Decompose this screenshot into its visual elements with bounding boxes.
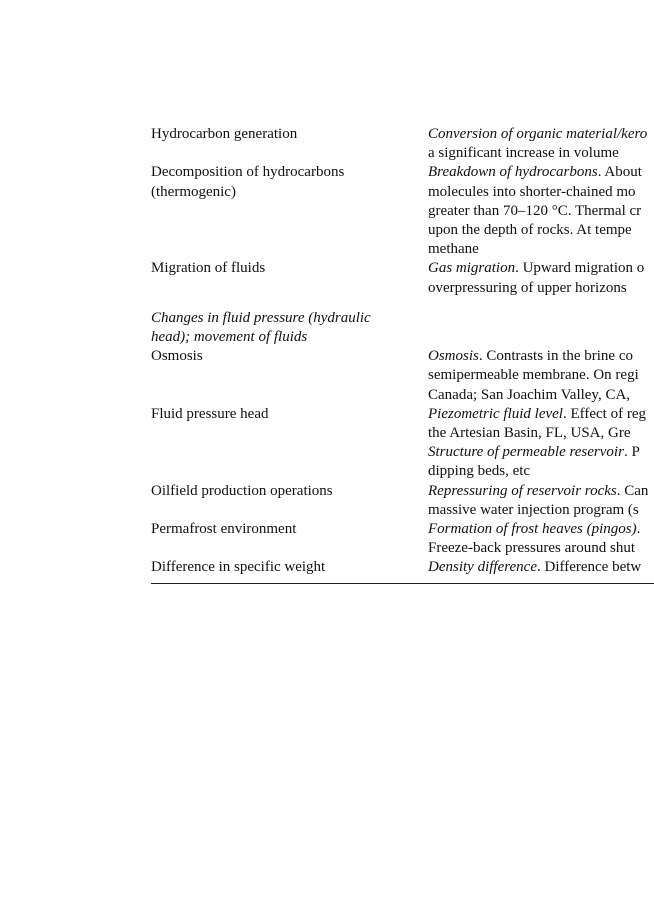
description-line [428,558,654,577]
description-italic: Formation of frost heaves (pingos) [428,521,637,538]
description-text: dipping beds, etc [428,463,531,480]
description-italic: Density difference [428,559,537,576]
description-italic: Conversion of organic material/kero [428,126,648,142]
description-line [428,443,654,462]
description-line [428,163,654,182]
description-italic: Breakdown of hydrocarbons [428,164,598,181]
description-line [428,125,654,144]
row-label [151,347,428,366]
description-text: Canada; San Joachim Valley, CA, [428,386,631,403]
section-heading [151,309,654,347]
description-text: greater than 70–120 °C. Thermal cr [428,202,642,219]
description-text: . P [623,444,640,461]
description-text: . Contrasts in the brine co [478,348,633,365]
description-text: Freeze-back pressures around shut [428,540,636,557]
description-line [428,202,654,221]
row-label-line: Hydrocarbon generation [151,126,298,142]
description-line [428,366,654,385]
row-description [428,259,654,297]
description-line [428,501,654,520]
description-text: . Can [616,482,649,499]
table-row [151,520,654,558]
table-row [151,259,654,297]
row-label-line: Difference in specific weight [151,559,326,576]
row-label [151,259,428,278]
description-text: . Difference betw [536,559,642,576]
table-row [151,405,654,482]
row-label-line: Permafrost environment [151,521,297,538]
row-description [428,482,654,520]
row-label [151,405,428,424]
description-line [428,462,654,481]
description-line [428,424,654,443]
description-text: . [636,521,641,538]
row-label-line: Decomposition of hydrocarbons [151,164,345,181]
section-heading-line: Changes in fluid pressure (hydraulic [151,309,371,326]
section-heading-line: head); movement of fluids [151,329,308,346]
description-text: overpressuring of upper horizons [428,279,627,296]
description-line [428,259,654,278]
description-line [428,183,654,202]
description-text: . Effect of reg [562,405,646,422]
row-label-line: Osmosis [151,348,203,365]
description-italic: Osmosis [428,348,479,365]
description-line [428,144,654,163]
table-row [151,347,654,405]
description-line [428,405,654,424]
row-description [428,125,654,163]
causes-table [151,125,654,584]
row-label-line: (thermogenic) [151,183,236,200]
table-row [151,558,654,577]
description-line [428,221,654,240]
description-text: a significant increase in volume [428,145,619,162]
description-italic: Gas migration [428,260,516,277]
row-label [151,482,428,501]
table-row [151,163,654,259]
description-text: methane [428,241,479,258]
description-line [428,539,654,558]
row-label-line: Oilfield production operations [151,482,333,499]
row-description [428,558,654,577]
description-text: . Upward migration o [515,260,645,277]
description-line [428,240,654,259]
description-text: massive water injection program (s [428,501,639,518]
row-label-line: Migration of fluids [151,260,266,277]
description-line [428,482,654,501]
description-text: the Artesian Basin, FL, USA, Gre [428,425,631,442]
description-text: . About [597,164,642,181]
row-description [428,405,654,482]
description-italic: Piezometric fluid level [428,405,563,422]
description-text: molecules into shorter-chained mo [428,183,636,200]
section-heading-text [151,309,428,347]
description-line [428,279,654,298]
row-label-line: Fluid pressure head [151,405,269,422]
row-label [151,163,428,201]
description-italic: Repressuring of reservoir rocks [428,482,617,499]
row-description [428,163,654,259]
description-italic: Structure of permeable reservoir [428,444,624,461]
description-line [428,386,654,405]
table-row [151,125,654,163]
description-text: upon the depth of rocks. At tempe [428,222,632,239]
row-description [428,520,654,558]
table-row [151,482,654,520]
row-label [151,125,428,144]
row-description [428,347,654,405]
description-line [428,520,654,539]
description-text: semipermeable membrane. On regi [428,367,639,384]
row-label [151,558,428,577]
description-line [428,347,654,366]
row-label [151,520,428,539]
